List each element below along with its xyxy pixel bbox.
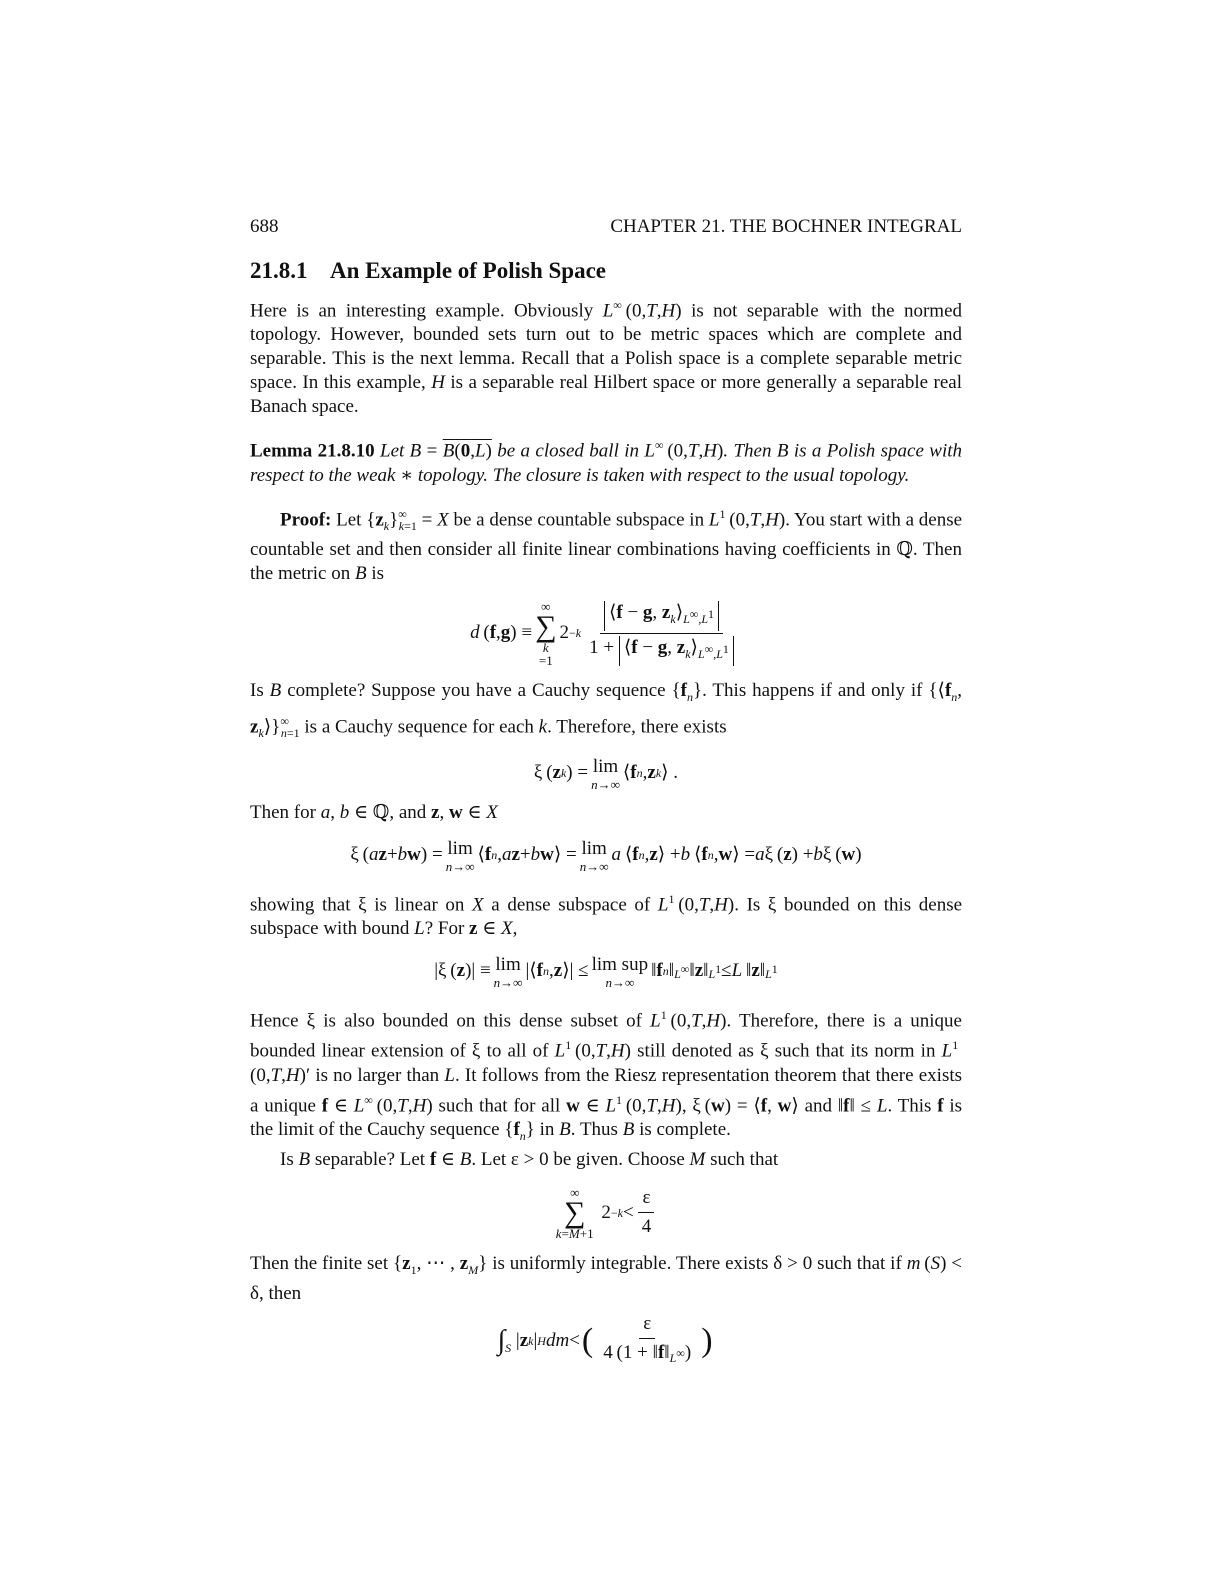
- lemma-text-2: be a closed ball in: [497, 440, 640, 462]
- showing-text-5: bounded on this dense subspace with bound: [250, 894, 963, 940]
- complete-text-4: is a Cauchy sequence for each: [304, 715, 534, 737]
- running-header: [250, 215, 962, 243]
- section-number: 21.8.1: [250, 258, 308, 283]
- separable-text-5: such that: [710, 1148, 779, 1170]
- hence-text-13: in: [539, 1119, 555, 1141]
- intro-text-1: Here is an interesting example. Obviously: [250, 300, 594, 322]
- lemma-label: Lemma 21.8.10: [250, 440, 375, 462]
- separable-paragraph: Is B separable? Let f ∈ B. Let ε > 0 be given. Choose M such that: [280, 1148, 779, 1170]
- hence-text-5: still denoted as: [637, 1040, 754, 1062]
- hence-text-2: is also bounded on this dense subset of: [323, 1010, 642, 1032]
- hence-text-8: . It follows from the Riesz representation theorem that there exists a unique: [250, 1064, 963, 1117]
- hence-text-3: . Therefore, there is a unique bounded linear extension of: [250, 1010, 962, 1062]
- complete-text-5: . Therefore, there exists: [547, 715, 727, 737]
- showing-text-4: . Is: [734, 894, 761, 916]
- intro-text-3: is a separable real Hilbert space or more generally a separable real Banach space.: [250, 372, 962, 418]
- proof-text-2: be a dense countable subspace in: [453, 508, 705, 530]
- proof-text-3: . You start with a dense countable set and then consider all finite linear combinations having coefficients in: [250, 508, 963, 560]
- finite-text-4: , then: [258, 1282, 302, 1304]
- finite-text-3: such that if: [817, 1252, 902, 1274]
- intro-text-2: is not separable with the normed topology. However, bounded sets turn out to be metric spaces which are complete and separable. This is the next lemma. Recall that a Polish space is a complete separable metric space. In this example,: [250, 300, 963, 394]
- proof-text-1: Let: [336, 508, 362, 530]
- intro-paragraph: Here is an interesting example. Obviously L∞ (0,T,H) is not separable with the normed topology. However, bounded sets turn out to be metric spaces which are complete and separable. This is the next lemma. Recall that a Polish space is a complete separable metric space. In this example, H is a separable real Hilbert space or more generally a separable real Banach space.: [250, 298, 963, 418]
- chapter-title: CHAPTER 21. THE BOCHNER INTEGRAL: [610, 216, 962, 237]
- finite-text-1: Then the finite set: [250, 1252, 389, 1274]
- page-number: 688: [250, 216, 279, 237]
- integral-equation: ∫ $_S$ | z k | H dm < ( $\frac{\varepsilon}{4 (1 + ‖f‖_{L^\infty})}$ ): [497, 1312, 713, 1366]
- finite-set-paragraph: Then the finite set {$z_1$, ⋯ , $z_M$} is uniformly integrable. There exists δ > 0 such that if m (S) < δ, then: [250, 1252, 962, 1304]
- xi-limit-equation: ξ ( z k ) = lim n→∞ ⟨ f n , z k ⟩ .: [533, 755, 679, 792]
- separable-text-1: Is: [280, 1148, 294, 1170]
- hence-text-15: is complete.: [639, 1119, 731, 1141]
- hence-text-4: to all of: [486, 1040, 549, 1062]
- lemma-statement: Lemma 21.8.10 Let B = B(0,L) be a closed ball in L∞ (0,T,H). Then B is a Polish space with respect to the weak ∗ topology. The closure is taken with respect to the usual topology.: [250, 438, 963, 486]
- showing-text-1: showing that: [250, 894, 351, 916]
- proof-paragraph: Proof: Let $\{z_k\}^\infty_{k=1} = X$ be a dense countable subspace in $L^1$ (0,T,H). You start with a dense countable set and then consider all finite linear combinations having coefficients in ℚ. Then the metric on B is: [250, 506, 963, 584]
- proof-label: Proof:: [280, 508, 332, 530]
- page-body: [250, 215, 962, 1376]
- showing-text-3: a dense subspace of: [491, 894, 651, 916]
- section-title: An Example of Polish Space: [329, 258, 607, 283]
- finite-text-2: is uniformly integrable. There exists: [492, 1252, 769, 1274]
- proof-text-4: . Then the metric on: [250, 538, 962, 584]
- linear-text-1: Then for: [250, 801, 316, 823]
- hence-text-10: and: [804, 1095, 833, 1117]
- showing-paragraph: showing that ξ is linear on X a dense subspace of $L^1$ (0,T,H). Is ξ bounded on this dense subspace with bound L? For z ∈ X,: [250, 891, 963, 940]
- separable-text-2: separable? Let: [314, 1148, 426, 1170]
- lemma-text-3: . Then: [723, 440, 772, 462]
- complete-text-1: Is: [250, 679, 264, 701]
- section-heading: [250, 259, 962, 283]
- hence-text-12: is the limit of the Cauchy sequence: [250, 1095, 963, 1141]
- lemma-text-1: Let: [380, 440, 405, 462]
- complete-text-2: complete? Suppose you have a Cauchy sequence: [287, 679, 666, 701]
- hence-text-7: is no larger than: [315, 1064, 440, 1086]
- hence-text-14: . Thus: [570, 1119, 618, 1141]
- hence-text-1: Hence: [250, 1010, 299, 1032]
- showing-text-2: is linear on: [374, 894, 465, 916]
- bound-equation: |ξ ( z )| ≡ lim n→∞ |⟨ f n , z ⟩| ≤ lim sup n→∞ ‖ f n ‖ L∞ ‖ z ‖ $L^1$ ≤ L ‖ z ‖ $L^1$: [434, 954, 778, 991]
- linear-text-2: , and: [389, 801, 427, 823]
- separable-text-4: be given. Choose: [553, 1148, 685, 1170]
- hence-text-6: such that its norm in: [774, 1040, 936, 1062]
- hence-text-11: . This: [887, 1095, 932, 1117]
- tail-sum-equation: ∞ ∑ k=M+1 2 −k < $\frac{\varepsilon}{4}$: [250, 1186, 962, 1240]
- linearity-equation: ξ ( a z + b w ) = lim n→∞ ⟨ f n , a z + b w ⟩ = lim n→∞ a ⟨ f n , z ⟩ + b ⟨ f n , w ⟩ = a ξ ( z ) + b ξ ( w ): [350, 837, 862, 874]
- lemma-text-4: is a Polish space with respect to the weak ∗ topology. The closure is taken with respect to the usual topology.: [250, 440, 963, 486]
- proof-text-5: is: [371, 562, 385, 584]
- complete-text-3: . This happens if and only if: [702, 679, 923, 701]
- linearity-intro: Then for a, b ∈ ℚ, and z, w ∈ X: [250, 801, 498, 823]
- showing-text-6: ? For: [424, 918, 465, 940]
- separable-text-3: . Let: [471, 1148, 507, 1170]
- completeness-paragraph: Is B complete? Suppose you have a Cauchy sequence $\{f_n\}$. This happens if and only if {$⟨f_n$, $z_k⟩\}^\infty_{n=1}$ is a Cauchy sequence for each k. Therefore, there exists: [250, 679, 963, 740]
- hence-text-9: such that for all: [438, 1095, 561, 1117]
- metric-equation: d ( f , g ) ≡ ∞ ∑ k =1 2 −k $\frac{⟨f - g, z_k⟩_{L^\infty,L^1}}{1 + ⟨f - g, z_k⟩_{L^\infty,L^1}}$: [250, 600, 962, 667]
- hence-paragraph: Hence ξ is also bounded on this dense subset of $L^1$ (0,T,H). Therefore, there is a unique bounded linear extension of ξ to all of $L^1$ (0,T,H) still denoted as ξ such that its norm in $L^1$ (0,T,H)′ is no larger than L. It follows from the Riesz representation theorem that there exists a unique f ∈ L∞ (0,T,H) such that for all w ∈ $L^1$ (0,T,H), ξ (w) = ⟨f, w⟩ and ‖f‖ ≤ L. This f is the limit of the Cauchy sequence $\{f_n\}$ in B. Thus B is complete.: [250, 1008, 963, 1143]
